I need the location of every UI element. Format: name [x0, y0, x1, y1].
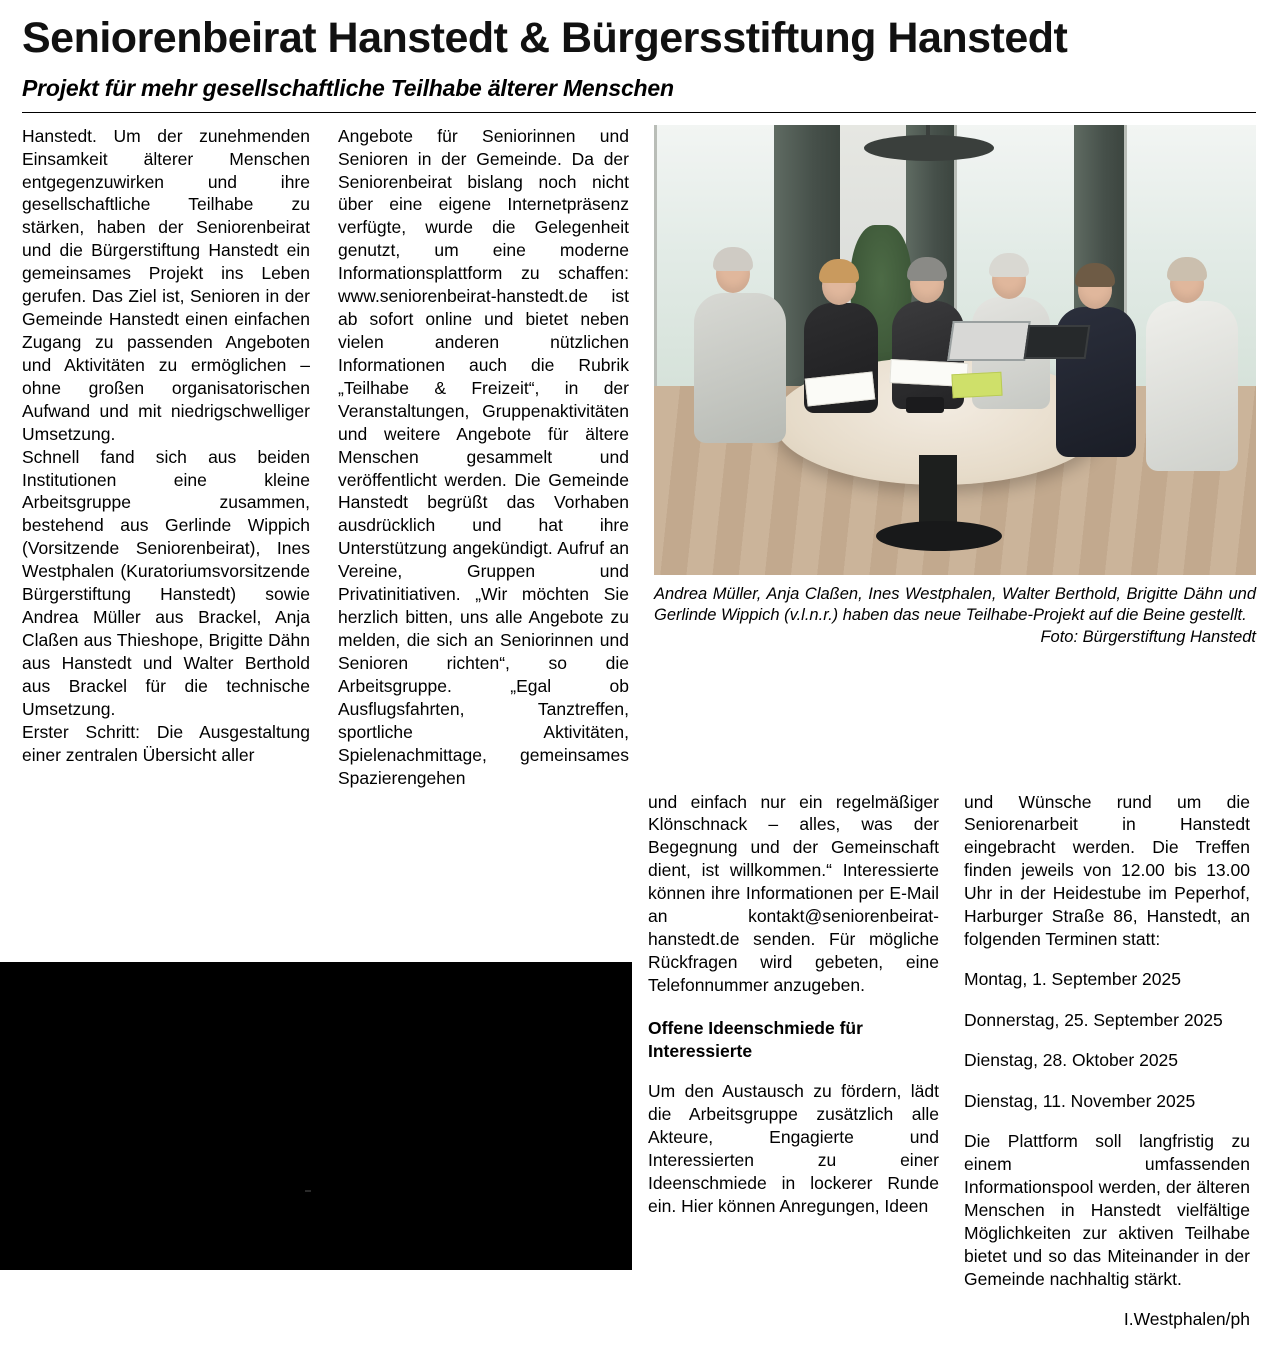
article-column-4 — [964, 773, 1250, 1349]
paragraph: und einfach nur ein regelmäßiger Klönschnack – alles, was der Begegnung und der Gemeinschaft dient, ist willkommen.“ Interessierte können ihre Informationen per E-Mail an kontakt@seniorenbeirat-hanstedt.de senden. Für mögliche Rückfragen wird gebeten, eine Telefonnummer anzugeben. — [648, 791, 939, 995]
meeting-photo — [654, 125, 1256, 575]
photo-laptop — [947, 321, 1031, 361]
photo-caption-text: Andrea Müller, Anja Claßen, Ines Westphalen, Walter Berthold, Brigitte Dähn und Gerlinde Wippich (v.l.n.r.) haben das neue Teilhabe-Projekt auf die Beine gestellt. — [654, 584, 1256, 625]
article-column-3 — [648, 773, 939, 1235]
photo-credit: Foto: Bürgerstiftung Hanstedt — [1040, 627, 1256, 646]
paragraph: Angebote für Seniorinnen und Senioren in der Gemeinde. Da der Seniorenbeirat bislang noch nicht über eine eigene Internetpräsenz verfügte, wurde die Gelegenheit genutzt, um eine moderne Informationsplattform zu schaffen: www.seniorenbeirat-hanstedt.de ist ab sofort online und bietet neben vielen anderen nützlichen Informationen auch die Rubrik „Teilhabe & Freizeit“, in der Veranstaltungen, Gruppenaktivitäten und weitere Angebote für ältere Menschen gesammelt und veröffentlicht werden. Die Gemeinde Hanstedt begrüßt das Vorhaben ausdrücklich und hat ihre Unterstützung angekündigt. Aufruf an Vereine, Gruppen und Privatinitiativen. „Wir möchten Sie herzlich bitten, uns alle Angebote zu melden, die sich an Seniorinnen und Senioren richten“, so die Arbeitsgruppe. „Egal ob Ausflugsfahrten, Tanztreffen, sportliche Aktivitäten, Spielenachmittage, gemeinsames Spazierengehen — [338, 125, 629, 788]
ad-area-marker — [305, 1190, 311, 1192]
article-column-2 — [338, 125, 629, 790]
newspaper-page — [0, 14, 1278, 1330]
article-author: I.Westphalen/ph — [1123, 1309, 1250, 1330]
photo-table-base — [876, 521, 1002, 551]
section-heading: Offene Ideenschmiede für Interessierte — [648, 1017, 863, 1061]
photo-phone — [906, 397, 944, 413]
article-column-1 — [22, 125, 310, 767]
date-4: Dienstag, 11. November 2025 — [964, 1090, 1196, 1111]
paragraph: Hanstedt. Um der zunehmenden Einsamkeit älterer Menschen entgegenzuwirken und ihre gesellschaftliche Teilhabe zu stärken, haben der Seniorenbeirat und die Bürgerstiftung Hanstedt ein gemeinsames Projekt ins Leben gerufen. Das Ziel ist, Senioren in der Gemeinde Hanstedt einen einfachen Zugang zu passenden Angeboten und Aktivitäten zu ermöglichen – ohne großen organisatorischen Aufwand und mit niedrigschwelliger Umsetzung. — [22, 125, 310, 444]
date-1: Montag, 1. September 2025 — [964, 969, 1181, 990]
date-2: Donnerstag, 25. September 2025 — [964, 1009, 1223, 1030]
paragraph: Schnell fand sich aus beiden Institutionen eine kleine Arbeitsgruppe zusammen, bestehend aus Gerlinde Wippich (Vorsitzende Seniorenbeirat), Ines Westphalen (Kuratoriumsvorsitzende Bürgerstiftung Hanstedt) sowie Andrea Müller aus Brackel, Anja Claßen aus Thieshope, Brigitte Dähn aus Hanstedt und Walter Berthold aus Brackel für die technische Umsetzung. — [22, 446, 310, 719]
header-divider — [22, 112, 1256, 113]
paragraph: Die Plattform soll langfristig zu einem umfassenden Informationspool werden, der älteren Menschen in Hanstedt vielfältige Möglichkeiten zur aktiven Teilhabe bietet und so das Miteinander in der Gemeinde nachhaltig stärkt. — [964, 1131, 1250, 1289]
date-3: Dienstag, 28. Oktober 2025 — [964, 1050, 1179, 1071]
photo-pendant-lamp — [864, 135, 994, 161]
photo-person — [694, 293, 786, 443]
paragraph: Um den Austausch zu fördern, lädt die Arbeitsgruppe zusätzlich alle Akteure, Engagierte und Interessierten zu einer Ideenschmiede in lockerer Runde ein. Hier können Anregungen, Ideen — [648, 1081, 939, 1216]
page-title: Seniorenbeirat Hanstedt & Bürgersstiftung Hanstedt — [22, 14, 1068, 62]
photo-caption — [654, 584, 1256, 646]
photo-laptop — [1024, 325, 1091, 359]
blank-ad-area — [0, 962, 632, 1270]
photo-person — [1146, 301, 1238, 471]
article-photo-block — [654, 125, 1256, 648]
paragraph: und Wünsche rund um die Seniorenarbeit in Hanstedt eingebracht werden. Die Treffen finden jeweils von 12.00 bis 13.00 Uhr in der Heidestube im Peperhof, Harburger Straße 86, Hanstedt, an folgenden Terminen statt: — [964, 791, 1250, 950]
paragraph: Erster Schritt: Die Ausgestaltung einer zentralen Übersicht aller — [22, 721, 310, 765]
photo-note — [951, 371, 1002, 398]
subheadline: Projekt für mehr gesellschaftliche Teilhabe älterer Menschen — [22, 74, 674, 101]
